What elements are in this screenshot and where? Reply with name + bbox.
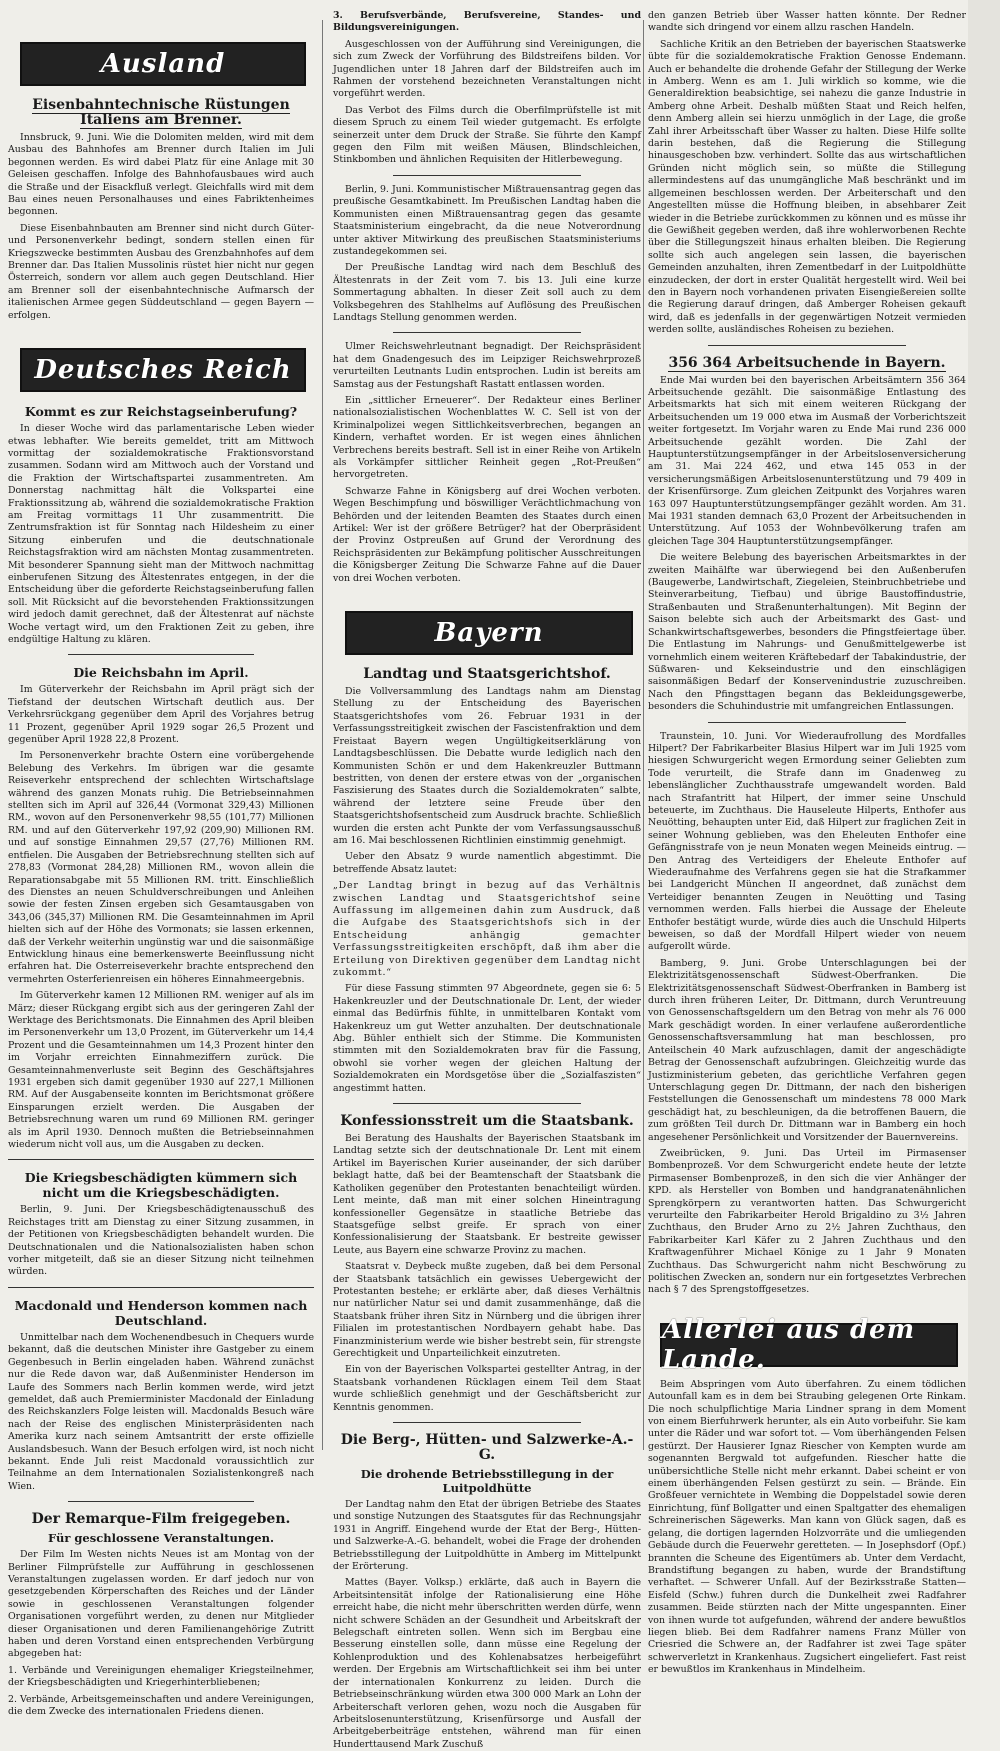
paragraph: Innsbruck, 9. Juni. Wie die Dolomiten melden, wird mit dem Ausbau des Bahnhofes am Brenner durch Italien im Juli begonnen werden. Es wird dabei Platz für eine Anlage mit 30 Geleisen geschaffen. Infolge des Bahnhofausbaues wird auch die Straße und der Eisackfluß verlegt. Gleichfalls wird mit dem Bau eines neuen Personalhauses und eines Fabriktenheimes begonnen. xyxy=(8,132,314,218)
paragraph: Im Güterverkehr kamen 12 Millionen RM. weniger auf als im März; dieser Rückgang ergibt sich aus der geringeren Zahl der Werktage des Berichtsmonats. Die Einnahmen des April bleiben im Personenverkehr um 13,0 Prozent, im Güterverkehr um 14,4 Prozent und die Gesamteinnahmen um 14,3 Prozent hinter den im Vorjahr erreichten Einnahmeziffern zurück. Die Gesamteinnahmenverluste seit Beginn des Geschäftsjahres 1931 ergeben sich damit gegenüber 1930 auf 227,1 Millionen RM. Auf der Ausgabenseite konnten im Berichtsmonat größere Einsparungen erzielt werden. Die Ausgaben der Betriebsrechnung waren um rund 69 Millionen RM. geringer als im April 1930. Dennoch mußten die Betriebseinnahmen wiederum nicht voll aus, um die Ausgaben zu decken. xyxy=(8,990,314,1151)
paragraph: Berlin, 9. Juni. Kommunistischer Mißtrauensantrag gegen das preußische Gesamtkabinett. Im Preußischen Landtag haben die Kommunisten einen Mißtrauensantrag gegen das gesamte Staatsministerium eingebracht, da die neue Notverordnung unter aktiver Mitwirkung des preußischen Staatsministeriums zustandegekommen sei. xyxy=(333,183,641,257)
paragraph: Ausgeschlossen von der Aufführung sind Vereinigungen, die sich zum Zweck der Vorführung des Bildstreifens bilden. Vor Jugendlichen unter 18 Jahren darf der Bildstreifen auch im Rahmen der vorstehend bezeichneten Veranstaltungen nicht vorgeführt werden. xyxy=(333,38,641,100)
paragraph: Ein „sittlicher Erneuerer“. Der Redakteur eines Berliner nationalsozialistischen Wochenblattes W. C. Sell ist von der Kriminalpolizei wegen Sittlichkeitsverbrechen, begangen an Kindern, verhaftet worden. Er ist wegen eines ähnlichen Verbrechens bereits bestraft. Sell ist in einer Reihe von Artikeln als Vorkämpfer sittlicher Reinheit gegen „Rot-Preußen“ hervorgetreten. xyxy=(333,394,641,481)
paragraph: Zweibrücken, 9. Juni. Das Urteil im Pirmasenser Bombenprozeß. Vor dem Schwurgericht endete heute der letzte Pirmasenser Bombenprozeß, in den sich die vier Anhänger der KPD. als Hersteller von Bomben und handgranatenähnlichen Sprengkörpern zu verantworten hatten. Das Schwurgericht verurteilte den Fabrikarbeiter Herold Brigaldino zu 3½ Jahren Zuchthaus, den Bruder Arno zu 2½ Jahren Zuchthaus, den Fabrikarbeiter Karl Käfer zu 2 Jahren Zuchthaus und den Kraftwagenführer Michael Könige zu 1 Jahr 9 Monaten Zuchthaus. Das Schwurgericht nahm nicht Beschwörung zu politischen Zwecken an, sondern nur ein fortgesetztes Verbrechen nach § 7 des Sprengstoffgesetzes. xyxy=(648,1147,966,1296)
divider xyxy=(393,1422,581,1423)
subheadline: Für geschlossene Veranstaltungen. xyxy=(48,1531,274,1546)
divider xyxy=(68,1501,254,1502)
paragraph: Im Personenverkehr brachte Ostern eine vorübergehende Belebung des Verkehrs. Im übrigen war die gesamte Reiseverkehr entsprechend der schlechten Wirtschaftslage während des ganzen Monats ruhig. Die Betriebseinnahmen stellten sich im April auf 326,44 (Vormonat 329,43) Millionen RM., wovon auf den Personenverkehr 98,55 (101,77) Millionen RM. und auf den Güterverkehr 197,92 (209,90) Millionen RM. und auf sonstige Einnahmen 29,57 (27,76) Millionen RM. entfielen. Die Ausgaben der Betriebsrechnung stellten sich auf 278,83 (Vormonat 284,28) Millionen RM., wovon allein die Reparationsabgabe mit 55 Millionen RM. tritt. Einschließlich des Dienstes an neuen Schuldverschreibungen und Anleihen sowie der festen Zinsen ergeben sich Gesamtausgaben von 343,06 (345,37) Millionen RM. Die Gesamteinnahmen im April hielten sich auf der Höhe des Vormonats; sie lassen erkennen, daß der Verkehr weiterhin ungünstig war und die saisonmäßige Entwicklung hinaus eine bemerkenswerte Beeinflussung nicht erfahren hat. Die Osterreiseverkehr brachte entsprechend den vermehrten Osterferienreisen ein höheres Einnahmeergebnis. xyxy=(8,750,314,985)
headline: Kommt es zur Reichstagseinberufung? xyxy=(24,404,298,420)
paragraph: Im Güterverkehr der Reichsbahn im April prägt sich der Tiefstand der deutschen Wirtschaft deutlich aus. Der Verkehrsrückgang gegenüber dem April des Vorjahres betrug 11 Prozent, gegenüber April 1929 sogar 26,5 Prozent und gegenüber April 1928 22,8 Prozent. xyxy=(8,684,314,746)
paragraph: Schwarze Fahne in Königsberg auf drei Wochen verboten. Wegen Beschimpfung und böswilliger Verächtlichmachung von Behörden und der leitenden Beamten des Staates durch einen Artikel: Wer ist der größere Betrüger? hat der Oberpräsident der Provinz Ostpreußen auf Grund der Verordnung des Reichspräsidenten zur Bekämpfung politischer Ausschreitungen die Königsberger Zeitung Die Schwarze Fahne auf die Dauer von drei Wochen verboten. xyxy=(333,485,641,584)
headline: Macdonald und Henderson kommen nach Deutschland. xyxy=(14,1297,308,1328)
headline: Die Kriegsbeschädigten kümmern sich nicht um die Kriegsbeschädigten. xyxy=(24,1170,298,1201)
paragraph: 3. Berufsverbände, Berufsvereine, Standes- und Bildungsvereinigungen. xyxy=(333,10,641,34)
paragraph: Ende Mai wurden bei den bayerischen Arbeitsämtern 356 364 Arbeitsuchende gezählt. Die saisonmäßige Entlastung des Arbeitsmarkts hat sich mit einem weiteren Rückgang der Arbeitsuchenden um 19 000 etwa im Ausmaß der Vorberichtszeit weiter fortgesetzt. Im Vorjahr waren zu Ende Mai rund 236 000 Arbeitsuchende gezählt worden. Die Zahl der Hauptunterstützungsempfänger in der Arbeitslosenversicherung am 31. Mai 224 462, und etwa 145 053 in der versicherungsmäßigen Arbeitslosenunterstützung und 79 409 in der Krisenfürsorge. Zum gleichen Zeitpunkt des Vorjahres waren 163 097 Hauptunterstützungsempfänger gezählt worden. Am 31. Mai 1931 standen demnach 63,0 Prozent der Arbeitsuchenden in Unterstützung. Auf 1053 der Wohnbevölkerung trafen am gleichen Tage 304 Hauptunterstützungsempfänger. xyxy=(648,374,966,547)
paragraph: Mattes (Bayer. Volksp.) erklärte, daß auch in Bayern die Arbeitsintensität infolge der Rationalisierung eine Höhe erreicht habe, die nicht mehr überschritten werden dürfe, wenn nicht schwere Schäden an der Gesundheit und Arbeitskraft der Belegschaft eintreten sollen. Wenn sich im Bergbau eine Besserung einstellen solle, dann müsse eine Regelung der Kohlenproduktion und des Kohlenabsatzes herbeigeführt werden. Der Ergebnis am Wirtschaftlichkeit sei ihm bei unter der internationalen Konkurrenz zu leiden. Durch die Betriebseinschränkung würden etwa 300 000 Mark an Lohn der Arbeiterschaft verloren gehen, wozu noch die Ausgaben für Arbeitslosenunterstützung, Krisenfürsorge und Ausfall der Arbeitgeberbeiträge entstehen, während man für einen Hunderttausend Mark Zuschuß xyxy=(333,1577,641,1750)
paragraph: Ulmer Reichswehrleutnant begnadigt. Der Reichspräsident hat dem Gnadengesuch des im Leipziger Reichswehrprozeß verurteilten Leutnants Ludin entsprochen. Ludin ist bereits am Samstag aus der Festungshaft Rastatt entlassen worden. xyxy=(333,341,641,390)
column-rule xyxy=(322,20,323,1450)
divider xyxy=(708,722,906,723)
headline: Die Berg-, Hütten- und Salzwerke-A.-G. xyxy=(340,1432,634,1463)
headline: Eisenbahntechnische Rüstungen Italiens am Brenner. xyxy=(32,97,290,128)
column-1 xyxy=(8,10,314,1718)
paragraph: Traunstein, 10. Juni. Vor Wiederaufrollung des Mordfalles Hilpert? Der Fabrikarbeiter Blasius Hilpert war im Juli 1925 vom hiesigen Schwurgericht wegen Ermordung seiner Geliebten zum Tode verurteilt, die Strafe dann im Gnadenweg zu lebenslänglicher Zuchthausstrafe umgewandelt worden. Bald nach Strafantritt hat Hilpert, der immer seine Unschuld beteuerte, im Zuchthaus. Die Hauseleute Hilperts, Enthofer aus Neuötting, behaupten unter Eid, daß Hilpert zur fraglichen Zeit in seiner Wohnung geblieben, was den Eheleuten Enthofer eine Gefängnisstrafe von je neun Monaten wegen Meineids eintrug. — Den Antrag des Verteidigers der Eheleute Enthofer auf Wiederaufnahme des Verfahrens gegen sie hat die Strafkammer bei Landgericht München II angeordnet, daß zunächst dem Verteidiger benannten Zeugen in Neuötting und Tasing vernommen werden. Falls hierbei die Aussage der Eheleute Enthofer bestätigt wurde, würde dies auch die Unschuld Hilperts beweisen, so daß der Mordfall Hilpert wieder von neuem aufgerollt würde. xyxy=(648,730,966,953)
column-rule xyxy=(643,20,644,1450)
divider xyxy=(393,1103,581,1104)
paragraph: Der Film Im Westen nichts Neues ist am Montag von der Berliner Filmprüfstelle zur Aufführung in geschlossenen Veranstaltungen zugelassen worden. Er darf jedoch nur von gesetzgebenden Körperschaften des Reiches und der Länder sowie in geschlossenen Veranstaltungen folgender Organisationen vorgeführt werden, zu denen nur Mitglieder dieser Organisationen und deren Familienangehörige Zutritt haben und deren Vorstand einen entsprechenden Verbürgung abgegeben hat: xyxy=(8,1549,314,1660)
paragraph: Diese Eisenbahnbauten am Brenner sind nicht durch Güter- und Personenverkehr bedingt, sondern stellen einen für Kriegszwecke bestimmten Ausbau des Grenzbahnhofes auf dem Brenner dar. Das Italien Mussolinis rüstet hier nicht nur gegen Österreich, sondern vor allem auch gegen Deutschland. Hier am Brenner soll der eisenbahntechnische Aufmarsch der italienischen Armee gegen Süddeutschland — gegen Bayern — erfolgen. xyxy=(8,222,314,321)
section-heading-allerlei: Allerlei aus dem Lande. xyxy=(660,1323,958,1367)
section-heading-ausland: Ausland xyxy=(20,42,306,86)
column-2 xyxy=(333,10,641,1750)
quotation: „Der Landtag bringt in bezug auf das Verhältnis zwischen Landtag und Staatsgerichtshof seine Auffassung im allgemeinen dahin zum Ausdruck, daß die Aufgabe des Staatsgerichtshofs sich in der Entscheidung anhängig gemachter Verfassungsstreitigkeiten erschöpft, daß ihm aber die Erteilung von Direktiven gegenüber dem Landtag nicht zukommt.“ xyxy=(333,880,641,978)
paragraph: 1. Verbände und Vereinigungen ehemaliger Kriegsteilnehmer, der Kriegsbeschädigten und Kriegerhinterbliebenen; xyxy=(8,1664,314,1689)
paragraph: Sachliche Kritik an den Betrieben der bayerischen Staatswerke übte für die sozialdemokratische Fraktion Genosse Endemann. Auch er behandelte die drohende Gefahr der Stillegung der Werke in Amberg. Wenn es am 1. Juli wirklich so komme, wie die Generaldirektion beabsichtige, sei nahezu die ganze Industrie in Amberg ohne Arbeit. Deshalb müßten Staat und Reich helfen, denn Amberg allein sei hierzu unmöglich in der Lage, die große Zahl ihrer Arbeitsschaft über Wasser zu halten. Diese Hilfe sollte darin bestehen, daß die Regierung die Stillegung hinausgeschoben bzw. verhindert. Sollte das aus wirtschaftlichen Gründen nicht möglich sein, so müßte die Stillegung allermindestens auf das unumgängliche Maß beschränkt und im allgemeinen beschlossen werden. Der Arbeiterschaft und den Angestellten müsse die Hoffnung bleiben, in absehbarer Zeit wieder in die Betriebe zurückkommen zu können und es müsse ihr die Gewißheit gegeben werden, daß ihre wohlerworbenen Rechte über die Stillegungszeit hinaus erhalten bleiben. Die Regierung sollte sich auch angelegen sein lassen, die bayerischen Gemeinden anzuhalten, ihren Zementbedarf in der Luitpoldhütte einzudecken, der dort in erster Qualität hergestellt wird. Weil bei den in Bayern noch vorhandenen privaten Eisengießereien sollte die Regierung darauf dringen, daß Amberger Roheisen gekauft wird, daß es jedenfalls in der gegenwärtigen Notzeit vermieden werden sollte, ausländisches Roheisen zu beziehen. xyxy=(648,38,966,336)
headline: 356 364 Arbeitsuchende in Bayern. xyxy=(668,354,946,371)
paragraph: Das Verbot des Films durch die Oberfilmprüfstelle ist mit diesem Spruch zu einem Teil wieder gutgemacht. Es erfolgte seinerzeit unter dem Druck der Straße. Sie führte den Kampf gegen den Film mit weißen Mäusen, Blindschleichen, Stinkbomben und ähnlichen Requisiten der Hitlerbewegung. xyxy=(333,104,641,166)
divider xyxy=(68,654,254,655)
paragraph: Unmittelbar nach dem Wochenendbesuch in Chequers wurde bekannt, daß die deutschen Minister ihre Gastgeber zu einem Gegenbesuch in Berlin eingeladen haben. Während zunächst nur die Rede davon war, daß Außenminister Henderson im Laufe des Sommers nach Berlin kommen werde, wird jetzt gemeldet, daß auch Premierminister Macdonald der Einladung des Reichskanzlers Folge leisten will. Macdonalds Besuch wäre nach der Reise des englischen Ministerpräsidenten nach Amerika kurz nach seinem Amtsantritt der erste offizielle Auslandsbesuch. Wann der Besuch erfolgen wird, ist noch nicht bekannt. Ende Juli reist Macdonald voraussichtlich zur Teilnahme an dem Internationalen Sozialistenkongreß nach Wien. xyxy=(8,1331,314,1492)
divider xyxy=(8,1159,314,1160)
paragraph: In dieser Woche wird das parlamentarische Leben wieder etwas lebhafter. Wie bereits gemeldet, tritt am Mittwoch vormittag der sozialdemokratische Fraktionsvorstand zusammen. Sodann wird am Mittwoch auch der Vorstand und die Fraktion der Wirtschaftspartei zusammentreten. Am Donnerstag nachmittag hält die Volkspartei eine Fraktionssitzung ab, während die sozialdemokratische Fraktion am Freitag vormittags 11 Uhr zusammentritt. Die Zentrumsfraktion ist für Sonntag nach Hildesheim zu einer Sitzung einberufen und die deutschnationale Reichstagsfraktion wird am nächsten Montag zusammentreten. Mit besonderer Spannung sieht man der Mittwoch nachmittag einberufenen Sitzung des Ältestenrates entgegen, in der die Entscheidung über die geforderte Reichstagseinberufung fallen soll. Mit Rücksicht auf die bevorstehenden Fraktionssitzungen wird jedoch damit gerechnet, daß der Ältestenrat auf nächste Woche vertagt wird, um den Fraktionen Zeit zu geben, ihre endgültige Haltung zu klären. xyxy=(8,423,314,645)
paragraph: Der Preußische Landtag wird nach dem Beschluß des Ältestenrats in der Zeit vom 7. bis 13. Juli eine kurze Sommertagung abhalten. In dieser Zeit soll auch zu dem Volksbegehren des Stahlhelms auf Auflösung des Preußischen Landtags Stellung genommen werden. xyxy=(333,262,641,323)
paragraph: Staatsrat v. Deybeck mußte zugeben, daß bei dem Personal der Staatsbank tatsächlich ein gewisses Uebergewicht der Protestanten bestehe; er erklärte aber, daß dieses Verhältnis nur natürlicher Natur sei und damit zusammenhänge, daß die Staatsbank früher ihren Sitz in Nürnberg und die übrigen ihrer Filialen im protestantischen Nordbayern gehabt habe. Das Finanzministerium werde wie bisher bestrebt sein, für strengste Gerechtigkeit und Unparteilichkeit einzutreten. xyxy=(333,1261,641,1359)
page-margin xyxy=(968,0,1000,1480)
paragraph: 2. Verbände, Arbeitsgemeinschaften und andere Vereinigungen, die dem Zwecke des internationalen Friedens dienen. xyxy=(8,1693,314,1718)
paragraph: Bamberg, 9. Juni. Grobe Unterschlagungen bei der Elektrizitätsgenossenschaft Südwest-Oberfranken. Die Elektrizitätsgenossenschaft Südwest-Oberfranken in Bamberg ist durch ihren früheren Leiter, Dr. Dittmann, durch Veruntreuung von Genossenschaftsgeldern um den Betrag von mehr als 76 000 Mark geschädigt worden. In einer verlaufene außerordentliche Genossenschaftsversammlung hat man beschlossen, pro Anteilschein 40 Mark aufzuschlagen, damit der angeschädigte Betrag der Genossenschaft aufzubringen. Gleichzeitig wurde das Justizministerium gebeten, das gerichtliche Verfahren gegen Unterschlagung gegen Dr. Dittmann, der nach den bisherigen Feststellungen die Genossenschaft um mindestens 78 000 Mark geschädigt hat, zu beschleunigen, da die betroffenen Bauern, die zum größten Teil durch Dr. Dittmann war in Bamberg ein hoch angesehener Persönlichkeit und Vorsitzender der Bauernvereins. xyxy=(648,957,966,1143)
divider xyxy=(393,175,581,176)
paragraph: Die Vollversammlung des Landtags nahm am Dienstag Stellung zu der Entscheidung des Bayerischen Staatsgerichtshofes vom 26. Februar 1931 in der Verfassungsstreitigkeit zwischen der Fascistenfraktion und dem Freistaat Bayern wegen Ungültigkeitserklärung von Landtagsbeschlüssen. Die Debatte wurde lediglich nach den Kommunisten Schön er und dem Hakenkreuzler Buttmann bestritten, von denen der erstere etwas von der „organischen Faszisierung des Staates durch die Sozialdemokraten“ salbte, während der letztere seine Freude über den Staatsgerichtshofsentscheid zum Ausdruck brachte. Schließlich wurden die ersten acht Punkte der vom Verfassungsausschuß am 16. Mai beschlossenen Richtlinien einstimmig genehmigt. xyxy=(333,686,641,846)
paragraph: Der Landtag nahm den Etat der übrigen Betriebe des Staates und sonstige Nutzungen des Staatsgutes für das Rechnungsjahr 1931 in Angriff. Eingehend wurde der Etat der Berg-, Hütten- und Salzwerke-A.-G. behandelt, wobei die Frage der drohenden Betriebsstillegung der Luitpoldhütte in Amberg im Mittelpunkt der Erörterung. xyxy=(333,1499,641,1573)
paragraph: den ganzen Betrieb über Wasser hatten könnte. Der Redner wandte sich dringend vor einem allzu raschen Handeln. xyxy=(648,10,966,34)
section-heading-bayern: Bayern xyxy=(345,611,633,655)
divider xyxy=(8,1287,314,1288)
headline: Landtag und Staatsgerichtshof. xyxy=(363,666,611,683)
divider xyxy=(708,345,906,346)
divider xyxy=(393,332,581,333)
paragraph: Für diese Fassung stimmten 97 Abgeordnete, gegen sie 6: 5 Hakenkreuzler und der Deutschnationale Dr. Lent, der wieder einmal das Bedürfnis fühlte, in unmittelbaren Kontakt vom Hakenkreuz um gut Wetter anzuhalten. Der deutschnationale Abg. Bühler enthielt sich der Stimme. Die Kommunisten stimmten mit den Sozialdemokraten brav für die Fassung, obwohl sie vorher wegen der gleichen Haltung der Sozialdemokraten ein Mordsgetöse über die „Sozialfaszisten“ angestimmt hatten. xyxy=(333,983,641,1094)
headline: Der Remarque-Film freigegeben. xyxy=(31,1511,291,1528)
paragraph: Beim Abspringen vom Auto überfahren. Zu einem tödlichen Autounfall kam es in dem bei Straubing gelegenen Orte Rinkam. Die noch schulpflichtige Maria Lindner sprang in dem Moment von einem Bierfuhrwerk herunter, als ein Auto vorbeifuhr. Sie kam unter die Räder und war sofort tot. — Vom überhängenden Felsen gestürzt. Der Hausierer Ignaz Riescher von Kempten wurde am sogenannten Bergwald tot aufgefunden. Riescher hatte die unübersichtliche Stelle nicht mehr erkannt. Dabei scheint er von einem überhängenden Felsen gestürzt zu sein. — Brände. Ein Großfeuer vernichtete in Wembing die Doppelstadel sowie deren Einrichtung, fünf Bollgatter und einen Spaltgatter des ehemaligen Schreinerischen Sägewerks. Man kann von Glück sagen, daß es gelang, die dortigen lagernden Holzvorräte und die umliegenden Gebäude durch die Feuerwehr geretteten. — In Josephsdorf (Opf.) brannten die Scheune des Eigentümers ab. Unter dem Verdacht, Brandstiftung begangen zu haben, wurde der Brandstiftung verhaftet. — Schwerer Unfall. Auf der Bezirksstraße Statten—Eisfeld (Schw.) fuhren durch die Dunkelheit zwei Radfahrer zusammen. Beide stürzten nach der Mitte ungespannten. Einer von ihnen wurde tot aufgefunden, während der andere bewußtlos liegen blieb. Bei dem Radfahrer namens Franz Müller von Criesried die Schwere an, der Radfahrer ist zwei Tage später schwerverletzt in Krankenhaus. Zugsichert eingeliefert. Fast reist er bewußtlos im Krankenhaus in Mindelheim. xyxy=(648,1378,966,1676)
column-3 xyxy=(648,10,966,1676)
headline: Die Reichsbahn im April. xyxy=(73,665,249,681)
section-heading-deutsches-reich: Deutsches Reich xyxy=(20,348,306,392)
paragraph: Die weitere Belebung des bayerischen Arbeitsmarktes in der zweiten Maihälfte war überwiegend bei den Außenberufen (Baugewerbe, Landwirtschaft, Ziegeleien, Steinbruchbetriebe und Steinverarbeitung, Tiefbau) und übrige Baustoffindustrie, Straßenbauten und Straßenunterhaltungen). Mit Beginn der Saison belebte sich auch der Arbeitsmarkt des Gast- und Schankwirtschaftsgewerbes, besonders die Pfingstfeiertage über. Die Entlastung im Nahrungs- und Genußmittelgewerbe ist vornehmlich einem weiteren Kräftebedarf der Tabakindustrie, der Süßwaren- und Kekseindustrie und den einschlägigen saisonmäßigen Bedarf der Konservenindustrie zuzuschreiben. Nach den Pfingsttagen begann das Bekleidungsgewerbe, besonders die Schuhindustrie mit umfangreichen Entlassungen. xyxy=(648,552,966,713)
paragraph: Bei Beratung des Haushalts der Bayerischen Staatsbank im Landtag setzte sich der deutschnationale Dr. Lent mit einem Artikel im Bayerischen Kurier auseinander, der sich darüber beklagt hatte, daß bei der Beamtenschaft der Staatsbank die Katholiken gegenüber den Protestanten benachteiligt würden. Lent meinte, daß man mit einer solchen Hineintragung konfessioneller Gegensätze in staatliche Betriebe das Staatsgefüge selbst greife. Er sprach von einer Konfessionalisierung der Staatsbank. Er bestreite gewisser Leute, aus Bayern eine schwarze Provinz zu machen. xyxy=(333,1133,641,1256)
headline: Konfessionsstreit um die Staatsbank. xyxy=(340,1113,634,1130)
paragraph: Ueber den Absatz 9 wurde namentlich abgestimmt. Die betreffende Absatz lautet: xyxy=(333,851,641,875)
paragraph: Berlin, 9. Juni. Der Kriegsbeschädigtenausschuß des Reichstages tritt am Dienstag zu einer Sitzung zusammen, in der Petitionen von Kriegsbeschädigten behandelt wurden. Die Deutschnationalen und die Nationalsozialisten haben schon vorher mitgeteilt, daß sie an dieser Sitzung nicht teilnehmen würden. xyxy=(8,1204,314,1278)
subheadline: Die drohende Betriebsstillegung in der Luitpoldhütte xyxy=(360,1467,614,1495)
paragraph: Ein von der Bayerischen Volkspartei gestellter Antrag, in der Staatsbank vorhandenen Rücklagen einem Teil dem Staat wurde schließlich genehmigt und der Geschäftsbericht zur Kenntnis genommen. xyxy=(333,1364,641,1413)
